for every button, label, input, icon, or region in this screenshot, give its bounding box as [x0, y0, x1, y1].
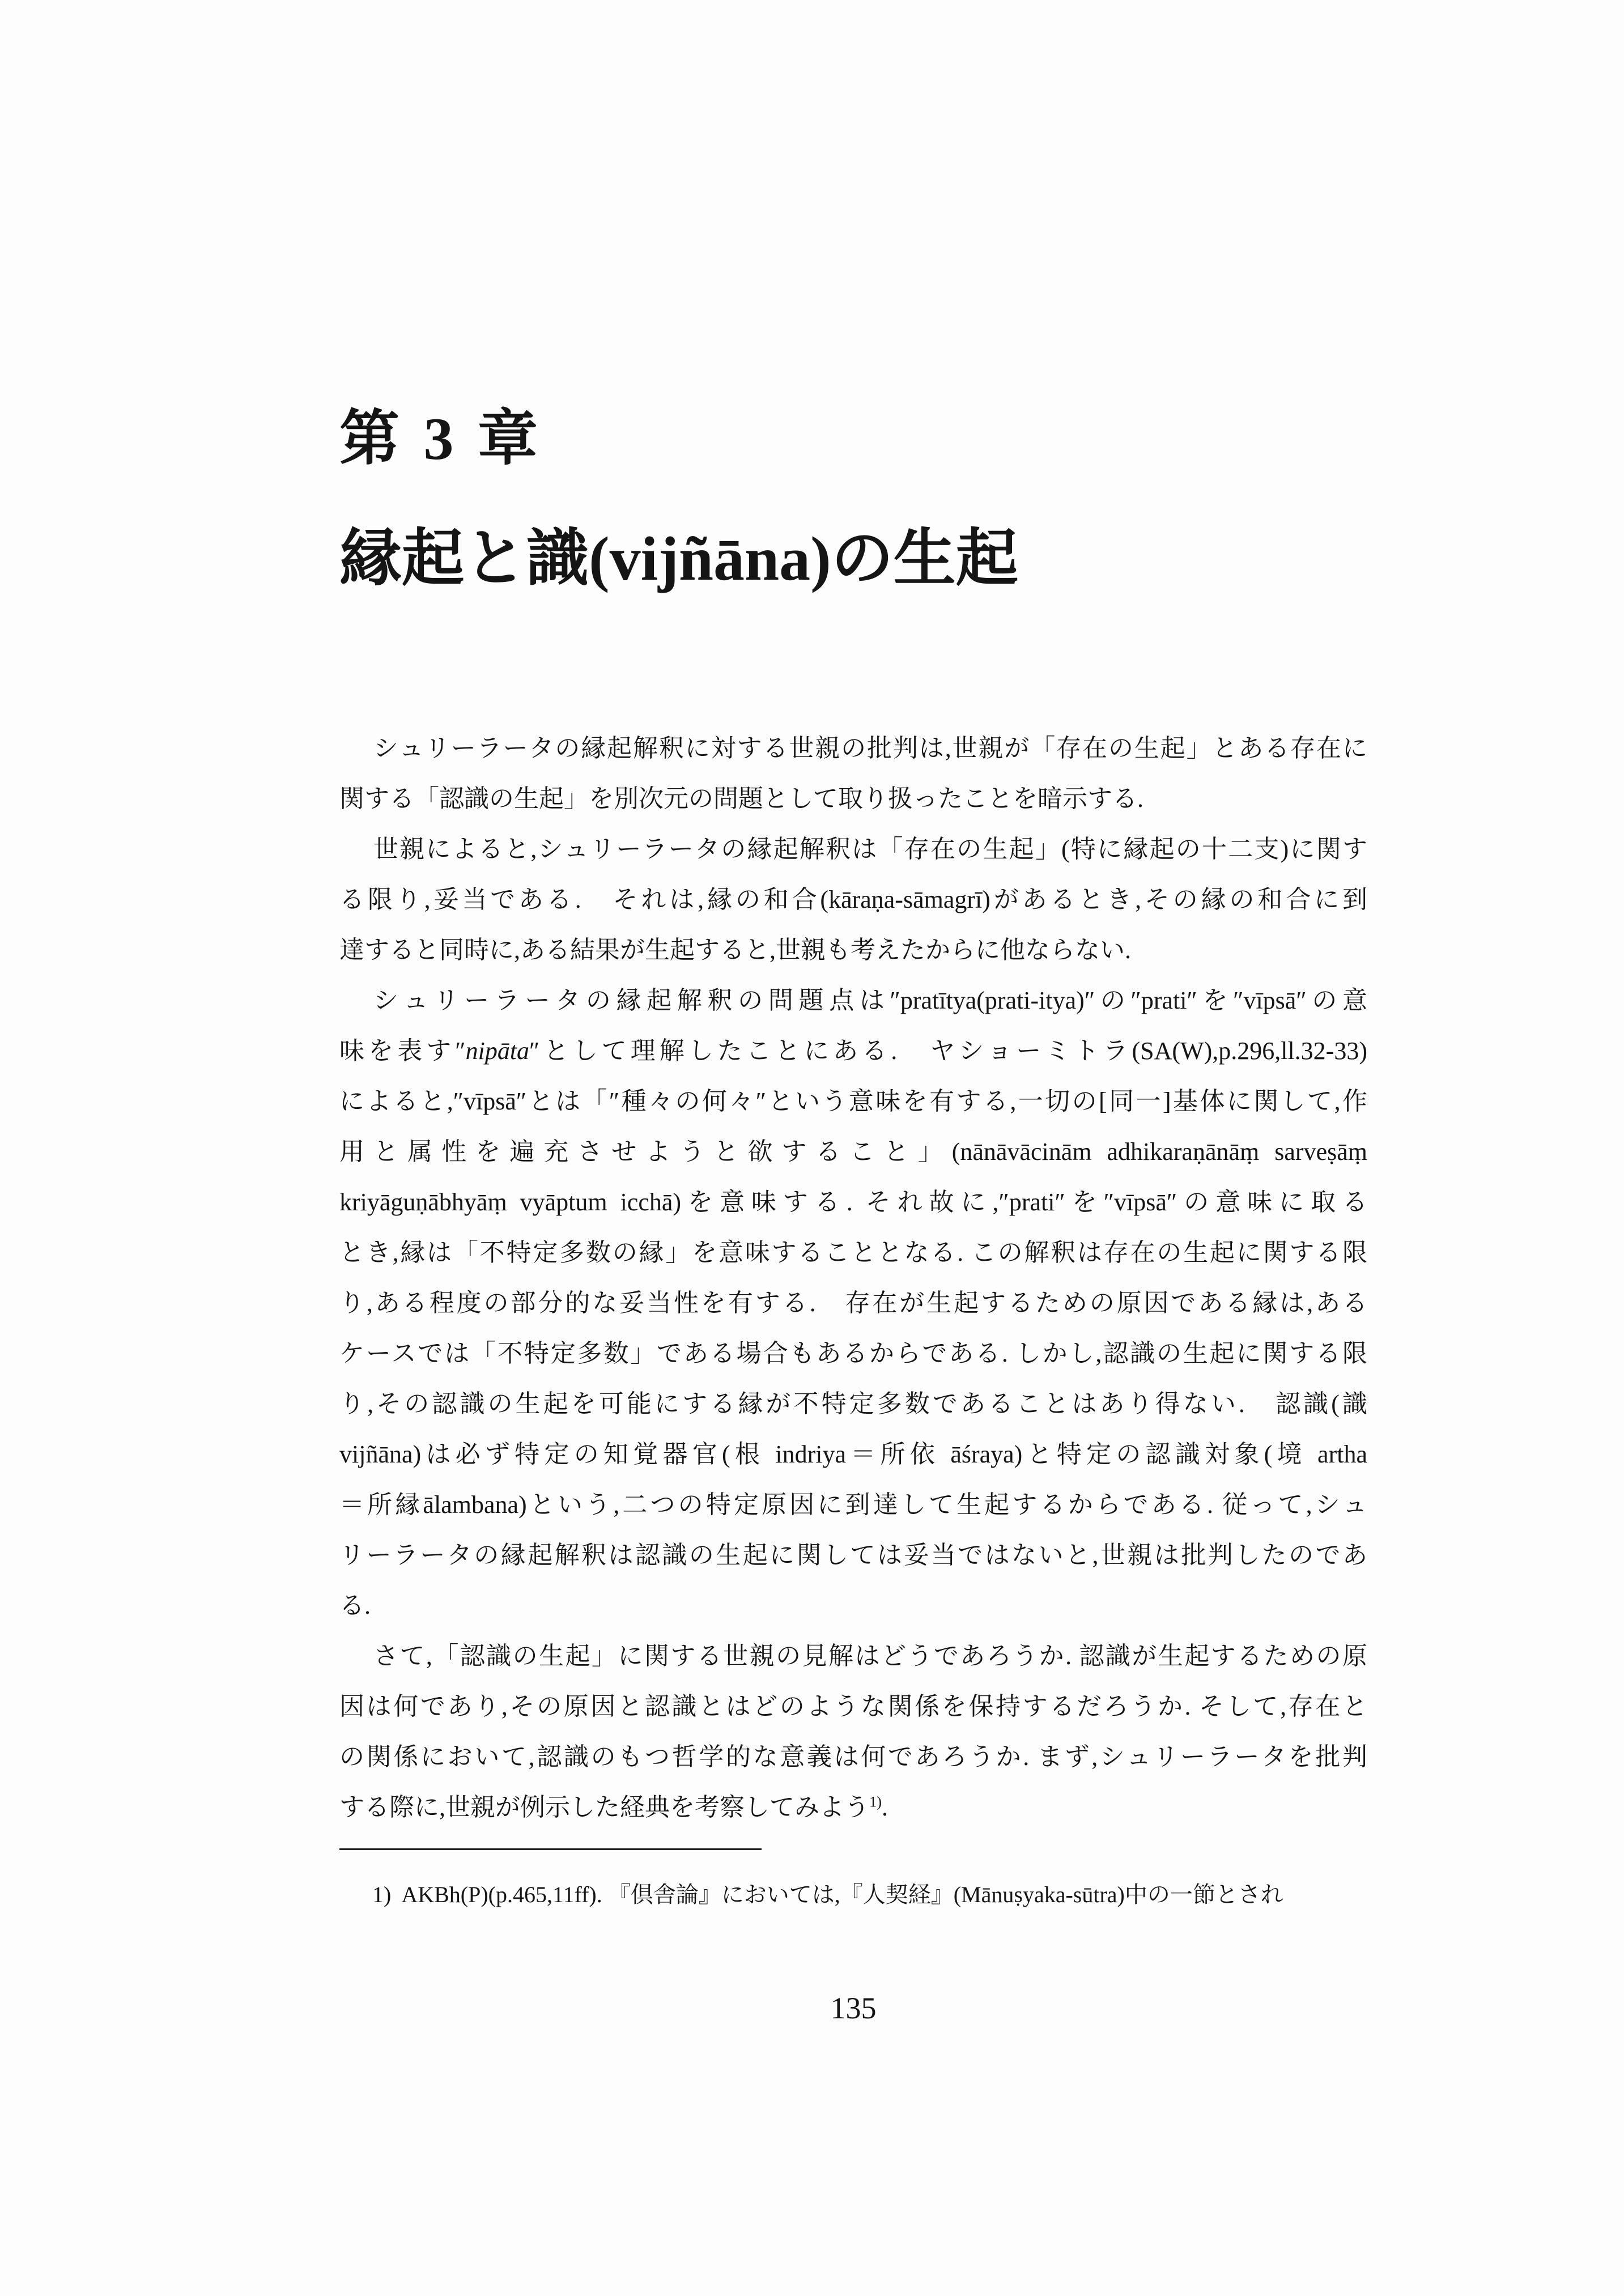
- paragraph: [339, 1631, 1367, 1832]
- text-segment: 味を表す″: [339, 1037, 466, 1065]
- paragraph: [339, 975, 1367, 1631]
- text-line: 達すると同時に,ある結果が生起すると,世親も考えたからに他ならない.: [339, 936, 1131, 964]
- text-line: vijñāna)は必ず特定の知覚器官(根 indriya＝所依 āśraya)と特定の認識対象(境 artha: [339, 1440, 1367, 1468]
- text-line: [339, 1026, 1367, 1076]
- page-number: 135: [830, 1991, 877, 2025]
- text-line: 関する「認識の生起」を別次元の問題として取り扱ったことを暗示する.: [339, 785, 1143, 813]
- text-segment: .: [881, 1793, 888, 1821]
- text-segment: ″として理解したことにある. ヤショーミトラ(SA(W),p.296,ll.32-33): [529, 1037, 1367, 1065]
- footnote: [372, 1878, 1283, 1912]
- text-line: シュリーラータの縁起解釈に対する世親の批判は,世親が「存在の生起」とある存在に: [373, 734, 1367, 762]
- footnote-divider: [339, 1848, 762, 1850]
- chapter-title: 縁起と識(vijñāna)の生起: [339, 524, 1018, 593]
- text-line: によると,″vīpsā″とは「″種々の何々″という意味を有する,一切の[同一]基体に関して,作: [339, 1087, 1367, 1115]
- text-line: シュリーラータの縁起解釈の問題点は″pratītya(prati-itya)″の″prati″を″vīpsā″の意: [373, 987, 1367, 1014]
- italic-term: nipāta: [465, 1037, 530, 1065]
- footnote-reference: 1): [869, 1793, 882, 1810]
- text-line: リーラータの縁起解釈は認識の生起に関しては妥当ではないと,世親は批判したのであ: [339, 1541, 1367, 1569]
- text-line: ＝所縁ālambana)という,二つの特定原因に到達して生起するからである. 従って,シュ: [339, 1491, 1367, 1519]
- chapter-number: 第 3 章: [339, 406, 542, 472]
- text-line: 世親によると,シュリーラータの縁起解釈は「存在の生起」(特に縁起の十二支)に関す: [373, 835, 1367, 863]
- text-line: り,ある程度の部分的な妥当性を有する. 存在が生起するための原因である縁は,ある: [339, 1289, 1367, 1317]
- footnote-text: AKBh(P)(p.465,11ff). 『倶舎論』においては,『人契経』(Mānuṣyaka-sūtra)中の一節とされ: [401, 1882, 1283, 1907]
- text-line: とき,縁は「不特定多数の縁」を意味することとなる. この解釈は存在の生起に関する限: [339, 1239, 1367, 1266]
- text-line: り,その認識の生起を可能にする縁が不特定多数であることはあり得ない. 認識(識: [339, 1390, 1367, 1418]
- paragraph: [339, 824, 1367, 975]
- body-text: [339, 723, 1367, 1832]
- text-segment: する際に,世親が例示した経典を考察してみよう: [339, 1793, 869, 1821]
- text-line: の関係において,認識のもつ哲学的な意義は何であろうか. まず,シュリーラータを批判: [339, 1743, 1367, 1771]
- footnote-marker: 1): [372, 1882, 392, 1907]
- text-line: [339, 1782, 1367, 1832]
- text-line: る.: [339, 1592, 371, 1619]
- text-line: 因は何であり,その原因と認識とはどのような関係を保持するだろうか. そして,存在と: [339, 1693, 1367, 1720]
- text-line: る限り,妥当である. それは,縁の和合(kāraṇa-sāmagrī)があるとき,その縁の和合に到: [339, 886, 1367, 913]
- text-line: ケースでは「不特定多数」である場合もあるからである. しかし,認識の生起に関する限: [339, 1340, 1367, 1367]
- text-line: さて,「認識の生起」に関する世親の見解はどうであろうか. 認識が生起するための原: [373, 1642, 1367, 1670]
- text-line: kriyāguṇābhyāṃ vyāptum icchā)を意味する. それ故に,″prati″を″vīpsā″の意味に取る: [339, 1188, 1367, 1216]
- text-line: 用と属性を遍充させようと欲すること」(nānāvācinām adhikaraṇānāṃ sarveṣāṃ: [339, 1138, 1367, 1166]
- paragraph: [339, 723, 1367, 824]
